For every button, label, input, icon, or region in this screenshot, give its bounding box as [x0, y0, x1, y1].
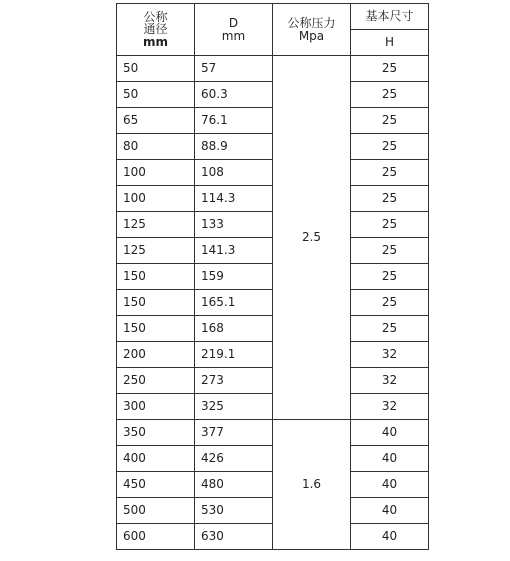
- cell-outer-diameter: 273: [195, 368, 273, 394]
- header-d-label: D: [228, 15, 239, 30]
- cell-outer-diameter: 141.3: [195, 238, 273, 264]
- cell-nominal-diameter: 250: [117, 368, 195, 394]
- header-basic-size: 基本尺寸: [351, 4, 429, 30]
- cell-outer-diameter: 165.1: [195, 290, 273, 316]
- cell-outer-diameter: 76.1: [195, 108, 273, 134]
- cell-h: 25: [351, 160, 429, 186]
- header-dn-line1: 公称: [143, 9, 168, 24]
- cell-outer-diameter: 88.9: [195, 134, 273, 160]
- cell-nominal-diameter: 100: [117, 160, 195, 186]
- cell-outer-diameter: 108: [195, 160, 273, 186]
- cell-nominal-diameter: 125: [117, 238, 195, 264]
- cell-nominal-diameter: 350: [117, 420, 195, 446]
- cell-outer-diameter: 325: [195, 394, 273, 420]
- header-dn-line2: 通径: [143, 22, 168, 37]
- cell-h: 40: [351, 472, 429, 498]
- cell-nominal-diameter: 150: [117, 316, 195, 342]
- cell-h: 25: [351, 108, 429, 134]
- header-nominal-pressure: [273, 4, 351, 56]
- cell-h: 25: [351, 82, 429, 108]
- cell-nominal-diameter: 300: [117, 394, 195, 420]
- table-row: [117, 56, 429, 82]
- cell-nominal-pressure: 2.5: [273, 56, 351, 420]
- cell-outer-diameter: 114.3: [195, 186, 273, 212]
- cell-h: 25: [351, 186, 429, 212]
- cell-h: 40: [351, 524, 429, 550]
- header-d-unit: mm: [221, 28, 246, 43]
- cell-outer-diameter: 133: [195, 212, 273, 238]
- header-pressure-label: 公称压力: [287, 15, 336, 30]
- cell-nominal-diameter: 150: [117, 264, 195, 290]
- cell-outer-diameter: 426: [195, 446, 273, 472]
- cell-nominal-diameter: 80: [117, 134, 195, 160]
- cell-h: 40: [351, 420, 429, 446]
- table-row: [117, 420, 429, 446]
- cell-outer-diameter: 57: [195, 56, 273, 82]
- header-dn-unit: mm: [142, 34, 168, 49]
- header-h: H: [351, 30, 429, 56]
- cell-h: 32: [351, 394, 429, 420]
- header-row-1: [117, 4, 429, 30]
- header-pressure-unit: Mpa: [298, 28, 325, 43]
- header-outer-diameter: [195, 4, 273, 56]
- cell-outer-diameter: 377: [195, 420, 273, 446]
- cell-outer-diameter: 168: [195, 316, 273, 342]
- cell-outer-diameter: 530: [195, 498, 273, 524]
- cell-h: 25: [351, 212, 429, 238]
- cell-h: 32: [351, 342, 429, 368]
- cell-h: 40: [351, 446, 429, 472]
- cell-outer-diameter: 60.3: [195, 82, 273, 108]
- cell-h: 40: [351, 498, 429, 524]
- cell-nominal-diameter: 400: [117, 446, 195, 472]
- cell-nominal-diameter: 65: [117, 108, 195, 134]
- cell-h: 25: [351, 316, 429, 342]
- cell-h: 32: [351, 368, 429, 394]
- cell-nominal-diameter: 50: [117, 82, 195, 108]
- cell-nominal-diameter: 100: [117, 186, 195, 212]
- cell-h: 25: [351, 290, 429, 316]
- cell-nominal-diameter: 500: [117, 498, 195, 524]
- cell-nominal-diameter: 450: [117, 472, 195, 498]
- cell-outer-diameter: 159: [195, 264, 273, 290]
- cell-nominal-diameter: 50: [117, 56, 195, 82]
- cell-h: 25: [351, 56, 429, 82]
- cell-h: 25: [351, 134, 429, 160]
- cell-nominal-diameter: 600: [117, 524, 195, 550]
- cell-h: 25: [351, 264, 429, 290]
- dimension-table: [116, 3, 429, 550]
- cell-outer-diameter: 480: [195, 472, 273, 498]
- cell-h: 25: [351, 238, 429, 264]
- header-nominal-diameter: [117, 4, 195, 56]
- cell-outer-diameter: 630: [195, 524, 273, 550]
- cell-nominal-pressure: 1.6: [273, 420, 351, 550]
- cell-nominal-diameter: 150: [117, 290, 195, 316]
- cell-nominal-diameter: 125: [117, 212, 195, 238]
- cell-nominal-diameter: 200: [117, 342, 195, 368]
- cell-outer-diameter: 219.1: [195, 342, 273, 368]
